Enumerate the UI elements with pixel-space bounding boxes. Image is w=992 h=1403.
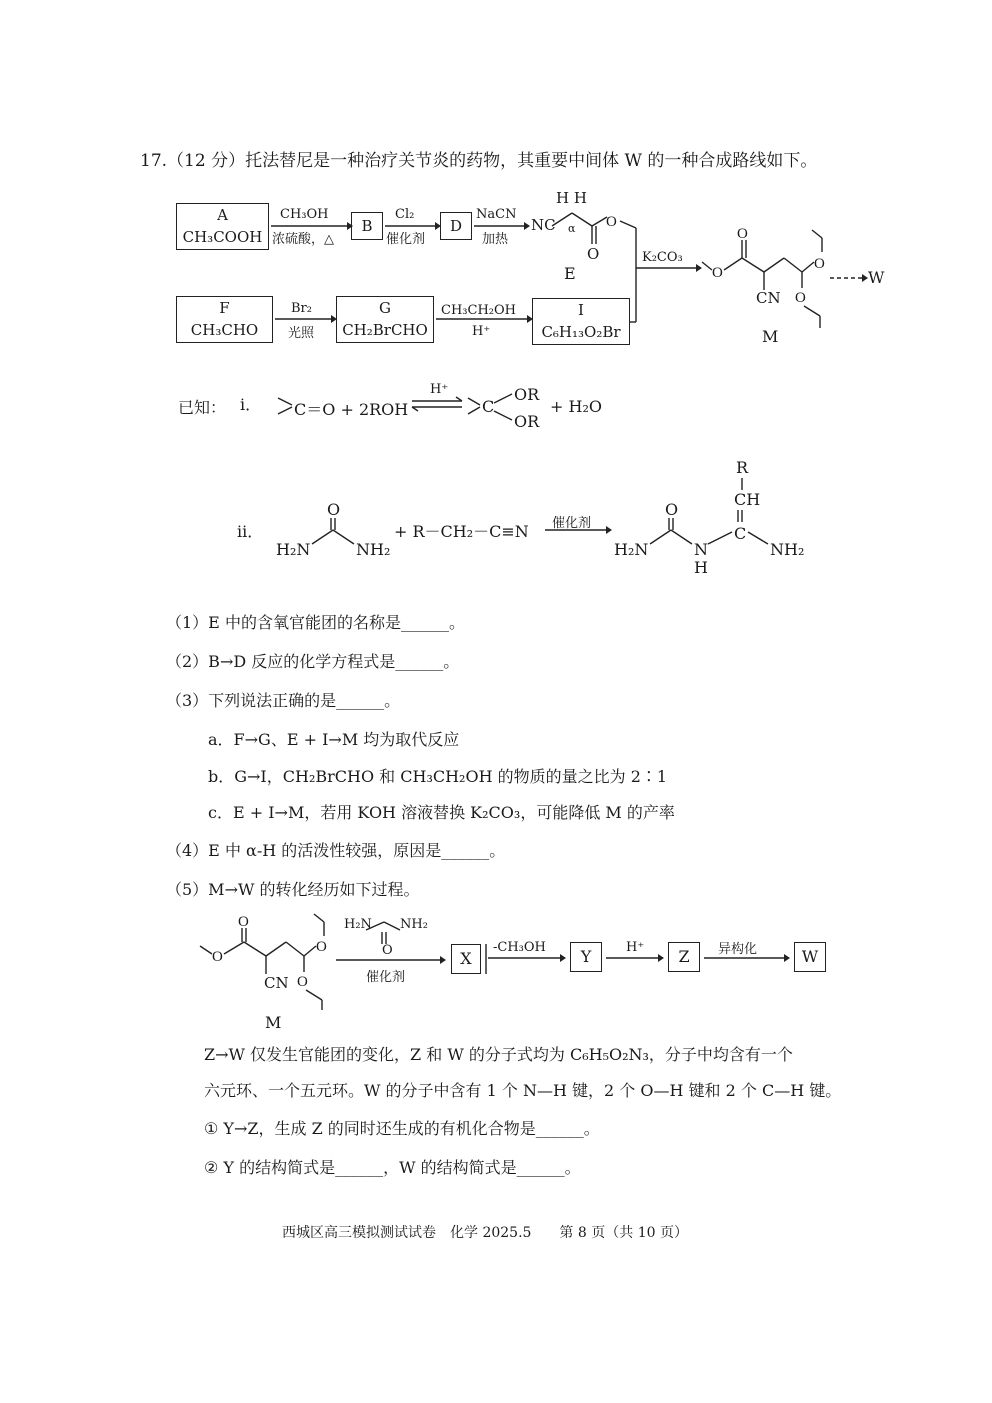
- ii-h2n-left: H₂N: [276, 540, 311, 559]
- s2m-me: [200, 946, 212, 954]
- question-5: （5）M→W 的转化经历如下过程。: [166, 880, 420, 899]
- compound-a-formula: CH₃COOH: [182, 228, 263, 246]
- compound-g-formula: CH₂BrCHO: [342, 321, 428, 339]
- tail-line-2: 六元环、一个五元环。W 的分子中含有 1 个 N—H 键，2 个 O—H 键和 2 个 C—H 键。: [204, 1081, 842, 1100]
- s2m-b5: [304, 946, 316, 956]
- ii-o-right: O: [665, 500, 679, 519]
- s2-arrow-3-head: [658, 954, 664, 962]
- ii-h: H: [694, 558, 708, 577]
- e-carbonyl-o: O: [587, 245, 600, 263]
- reagent-6: K₂CO₃: [642, 250, 683, 265]
- s2-cond-4: 异构化: [718, 942, 758, 957]
- s2-arrow-4-head: [784, 954, 790, 962]
- known-title: 已知：: [178, 398, 227, 417]
- reagent-5-top: CH₃CH₂OH: [441, 303, 516, 318]
- m-cn: CN: [756, 289, 781, 307]
- ii-nh2-right: NH₂: [770, 540, 805, 559]
- reagent-5-bottom: H⁺: [472, 324, 491, 339]
- option-c: c．E + I→M，若用 KOH 溶液替换 K₂CO₃，可能降低 M 的产率: [208, 803, 675, 822]
- compound-i-formula: C₆H₁₃O₂Br: [541, 323, 621, 341]
- option-a: a．F→G、E + I→M 均为取代反应: [208, 730, 460, 749]
- s2-urea-o: O: [382, 943, 393, 958]
- ii-n: N: [694, 540, 708, 559]
- ii-nh2-left: NH₂: [356, 540, 391, 559]
- ii-cond: 催化剂: [552, 516, 592, 531]
- s2m-et2: [314, 914, 324, 922]
- s2-arrow-1-head: [440, 956, 446, 964]
- reagent-4-top: Br₂: [291, 301, 312, 316]
- reagent-2-top: Cl₂: [395, 207, 415, 222]
- s2m-o4: O: [297, 974, 308, 990]
- compound-i-label: I: [578, 301, 584, 319]
- compound-d-box: D: [440, 212, 472, 240]
- e-ester-o: O: [606, 214, 617, 230]
- ii-h2n-right: H₂N: [614, 540, 649, 559]
- compound-a-label: A: [217, 206, 228, 224]
- s2m-o2: O: [238, 914, 249, 930]
- s2m-o1: O: [212, 949, 223, 965]
- reagent-2-bottom: 催化剂: [386, 232, 426, 247]
- s2-w-box: W: [794, 942, 826, 972]
- ii-o-left: O: [327, 500, 341, 519]
- s2-cond-1: 催化剂: [366, 970, 406, 985]
- s2-urea-b2: [384, 922, 400, 930]
- m-o2: O: [737, 226, 748, 242]
- question-3: （3）下列说法正确的是______。: [166, 691, 401, 710]
- s2m-b4: [286, 942, 304, 956]
- known-i-label: i．: [240, 395, 262, 414]
- tail-line-3: ① Y→Z，生成 Z 的同时还生成的有机化合物是______。: [204, 1119, 600, 1138]
- question-header: 17.（12 分）托法替尼是一种治疗关节炎的药物，其重要中间体 W 的一种合成路线如下。: [140, 151, 818, 171]
- w-target: W: [868, 268, 885, 287]
- known-i-right-c: C: [482, 397, 495, 416]
- known-i-or1: OR: [514, 385, 540, 404]
- m-label: M: [762, 327, 779, 346]
- s2m-b2: [244, 942, 266, 956]
- s2-cond-3: H⁺: [626, 940, 645, 955]
- reagent-1-top: CH₃OH: [280, 207, 329, 222]
- s2-z-box: Z: [668, 942, 700, 972]
- reagent-1-bottom: 浓硫酸，△: [272, 232, 334, 247]
- e-nc: NC: [531, 216, 556, 234]
- m-o4: O: [795, 290, 806, 306]
- s2-arrow-2-head: [560, 954, 566, 962]
- s2-m-label: M: [265, 1013, 282, 1032]
- compound-b-box: B: [351, 212, 383, 240]
- known-i-cond: H⁺: [430, 382, 449, 397]
- known-i-left: C＝O + 2ROH: [294, 400, 409, 419]
- s2m-b3: [266, 942, 286, 956]
- tail-line-4: ② Y 的结构简式是______，W 的结构简式是______。: [204, 1158, 581, 1177]
- ii-r: R: [736, 458, 749, 477]
- known-i-water: + H₂O: [550, 397, 602, 416]
- s2-x-box: X: [451, 944, 481, 974]
- page-footer: 西城区高三模拟测试试卷 化学 2025.5 第 8 页（共 10 页）: [282, 1225, 688, 1241]
- ii-ch: CH: [734, 490, 761, 509]
- s2m-b1: [224, 942, 244, 954]
- s2-urea-h2n: H₂N: [344, 917, 372, 932]
- e-label: E: [564, 264, 576, 283]
- s2-urea-nh2: NH₂: [400, 917, 428, 932]
- option-b: b．G→I，CH₂BrCHO 和 CH₃CH₂OH 的物质的量之比为 2∶1: [208, 767, 668, 786]
- s2-urea-b1: [366, 922, 384, 930]
- compound-f-label: F: [219, 299, 230, 317]
- known-ii-label: ii．: [237, 522, 264, 541]
- s2-cond-2: -CH₃OH: [493, 940, 546, 955]
- tail-line-1: Z→W 仅发生官能团的变化，Z 和 W 的分子式均为 C₆H₅O₂N₃，分子中均含有一个: [204, 1045, 793, 1064]
- s2-y-box: Y: [570, 942, 602, 972]
- e-alpha: α: [568, 222, 576, 235]
- reagent-3-top: NaCN: [476, 207, 517, 222]
- s2-m-cn: CN: [264, 974, 289, 992]
- e-hh: H H: [556, 189, 587, 207]
- known-i-or2: OR: [514, 412, 540, 431]
- question-4: （4）E 中 α-H 的活泼性较强，原因是______。: [166, 841, 506, 860]
- m-o1: O: [712, 265, 723, 281]
- ii-c: C: [734, 524, 747, 543]
- m-o3: O: [814, 256, 825, 272]
- compound-g-label: G: [379, 299, 391, 317]
- s2m-o3: O: [316, 939, 327, 955]
- s2m-et3: [306, 990, 322, 1000]
- reagent-4-bottom: 光照: [288, 326, 315, 341]
- compound-f-formula: CH₃CHO: [190, 321, 259, 339]
- reagent-3-bottom: 加热: [482, 232, 509, 247]
- ii-reagent: + R－CH₂－C≡N: [394, 522, 529, 541]
- question-2: （2）B→D 反应的化学方程式是______。: [166, 652, 460, 671]
- question-1: （1）E 中的含氧官能团的名称是______。: [166, 613, 465, 632]
